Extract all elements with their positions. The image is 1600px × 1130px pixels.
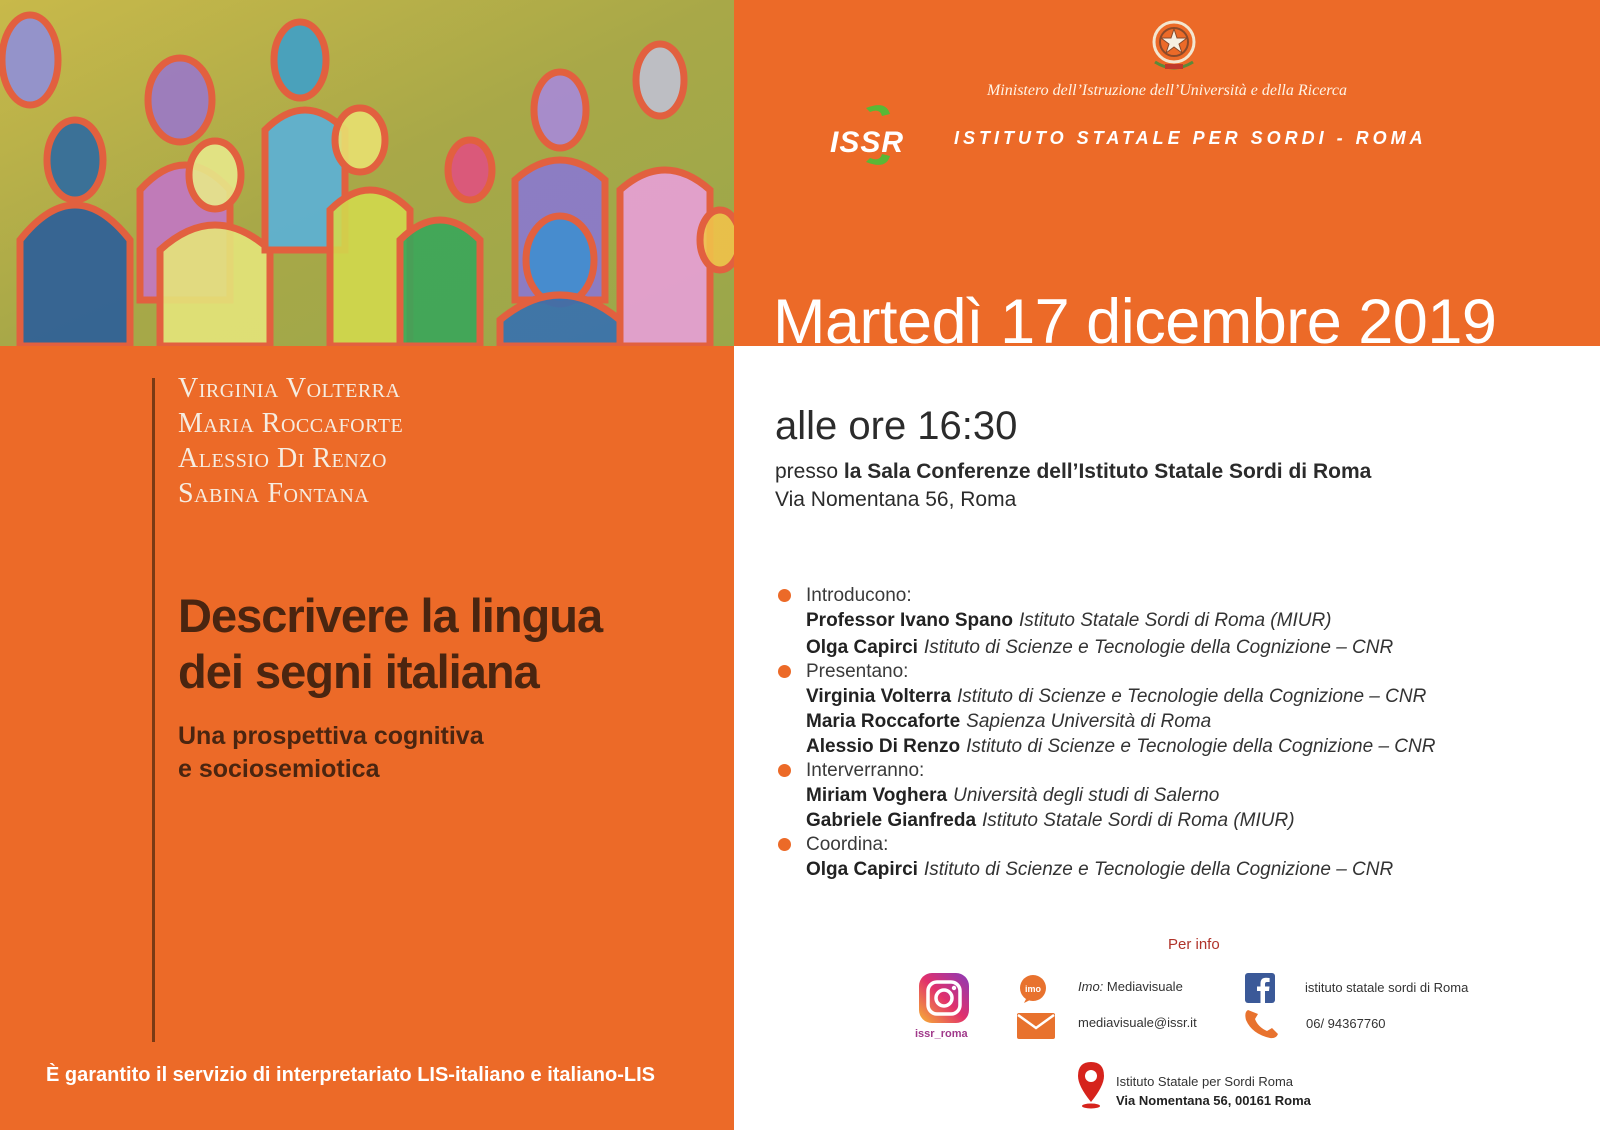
phone-icon xyxy=(1242,1008,1280,1040)
address-institute: Istituto Statale per Sordi Roma xyxy=(1116,1074,1294,1089)
cover-artwork xyxy=(0,0,734,346)
book-subtitle-line: e sociosemiotica xyxy=(178,755,380,783)
bullet-icon xyxy=(778,764,791,777)
book-title-line: Descrivere la lingua xyxy=(178,589,603,642)
speaker-name: Olga Capirci xyxy=(806,859,918,880)
author-name: Virginia Volterra xyxy=(178,373,401,404)
section-label: Introducono: xyxy=(806,585,912,606)
speaker-name: Virginia Volterra xyxy=(806,686,952,707)
speaker-affiliation: Istituto di Scienze e Tecnologie della Cognizione – CNR xyxy=(923,859,1394,880)
imo-icon xyxy=(1018,974,1048,1004)
bullet-icon xyxy=(778,589,791,602)
venue-prefix: presso xyxy=(775,460,839,483)
mail-icon xyxy=(1016,1012,1056,1040)
book-subtitle-line: Una prospettiva cognitiva xyxy=(178,722,484,750)
speaker-affiliation: Istituto Statale Sordi di Roma (MIUR) xyxy=(982,810,1295,831)
instagram-handle[interactable]: issr_roma xyxy=(915,1028,968,1040)
book-title-line: dei segni italiana xyxy=(178,645,539,698)
phone-number[interactable]: 06/ 94367760 xyxy=(1306,1016,1386,1031)
program-section-heading xyxy=(778,660,1578,684)
speaker-row xyxy=(778,734,1578,759)
address-street: Via Nomentana 56, 00161 Roma xyxy=(1116,1093,1311,1108)
speaker-row xyxy=(778,635,1578,660)
speaker-affiliation: Università degli studi di Salerno xyxy=(953,785,1220,806)
section-label: Interverranno: xyxy=(806,760,925,781)
bullet-icon xyxy=(778,838,791,851)
speaker-affiliation: Istituto di Scienze e Tecnologie della Cognizione – CNR xyxy=(966,736,1436,757)
speaker-name: Gabriele Gianfreda xyxy=(806,810,977,831)
speaker-name: Alessio Di Renzo xyxy=(806,736,961,757)
speaker-row xyxy=(778,808,1578,833)
program-section-heading xyxy=(778,584,1578,608)
institute-name: ISTITUTO STATALE PER SORDI - ROMA xyxy=(954,128,1427,148)
venue-address: Via Nomentana 56, Roma xyxy=(775,488,1017,511)
event-time: alle ore 16:30 xyxy=(775,404,1018,448)
section-label: Presentano: xyxy=(806,661,909,682)
imo-contact xyxy=(1078,979,1183,994)
emblem-icon xyxy=(1147,18,1201,74)
imo-label: Imo: xyxy=(1078,979,1104,994)
speaker-name: Miriam Voghera xyxy=(806,785,948,806)
speaker-row xyxy=(778,709,1578,734)
bullet-icon xyxy=(778,665,791,678)
author-name: Alessio Di Renzo xyxy=(178,443,387,474)
speaker-name: Professor Ivano Spano xyxy=(806,610,1013,631)
speaker-row xyxy=(778,684,1578,709)
program-section-heading xyxy=(778,833,1578,857)
section-label: Coordina: xyxy=(806,834,889,855)
ministry-name: Ministero dell’Istruzione dell’Università e della Ricerca xyxy=(986,82,1348,99)
book-title xyxy=(178,588,718,700)
issr-logo-text: ISSR xyxy=(830,126,905,159)
venue-name: la Sala Conferenze dell’Istituto Statale Sordi di Roma xyxy=(843,460,1372,483)
book-subtitle xyxy=(178,720,698,786)
info-heading: Per info xyxy=(1168,936,1220,953)
author-name: Maria Roccaforte xyxy=(178,408,404,439)
email-link[interactable]: mediavisuale@issr.it xyxy=(1078,1015,1197,1030)
speaker-name: Olga Capirci xyxy=(806,637,918,658)
speaker-affiliation: Istituto di Scienze e Tecnologie della Cognizione – CNR xyxy=(923,637,1394,658)
speaker-row xyxy=(778,857,1578,882)
location-pin-icon xyxy=(1076,1060,1106,1110)
author-name: Sabina Fontana xyxy=(178,478,370,509)
imo-icon-text: imo xyxy=(1024,984,1042,994)
interpreting-note: È garantito il servizio di interpretariato LIS-italiano e italiano-LIS xyxy=(46,1064,655,1086)
venue-line xyxy=(775,460,1371,484)
program-list xyxy=(778,584,1578,882)
facebook-page[interactable]: istituto statale sordi di Roma xyxy=(1305,980,1469,995)
author-divider xyxy=(152,378,155,1042)
speaker-affiliation: Istituto Statale Sordi di Roma (MIUR) xyxy=(1018,610,1332,631)
speaker-row xyxy=(778,783,1578,808)
speaker-affiliation: Sapienza Università di Roma xyxy=(966,711,1212,732)
program-section-heading xyxy=(778,759,1578,783)
speaker-row xyxy=(778,608,1578,633)
imo-value: Mediavisuale xyxy=(1106,979,1183,994)
speaker-affiliation: Istituto di Scienze e Tecnologie della Cognizione – CNR xyxy=(957,686,1427,707)
facebook-icon[interactable] xyxy=(1245,973,1275,1003)
speaker-name: Maria Roccaforte xyxy=(806,711,961,732)
instagram-icon[interactable] xyxy=(919,973,969,1023)
event-date: Martedì 17 dicembre 2019 xyxy=(773,287,1497,346)
